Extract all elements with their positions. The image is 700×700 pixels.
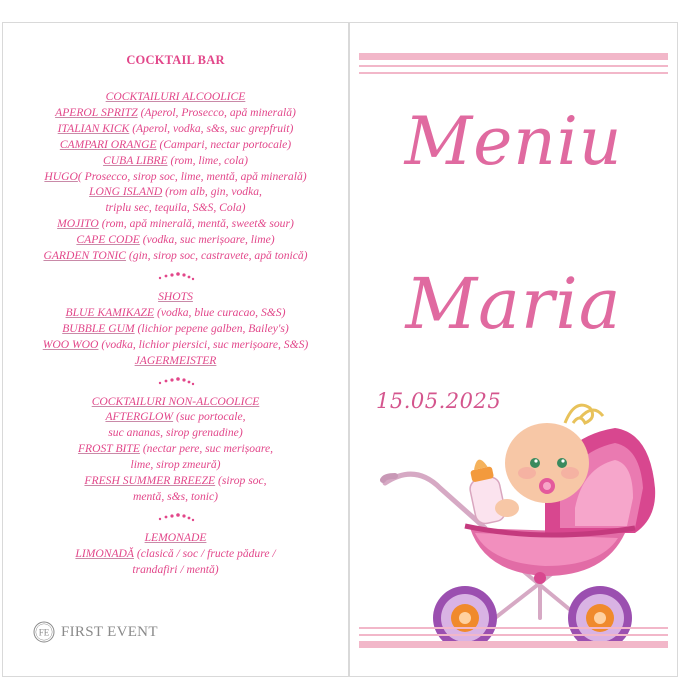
- bottom-stripes: [359, 627, 668, 652]
- brand-name: FIRST EVENT: [61, 623, 158, 640]
- menu-item-description: suc ananas, sirop grenadine): [108, 426, 243, 440]
- dot-ornament-icon: [156, 375, 196, 387]
- menu-item: [3, 232, 348, 248]
- cover-panel: [349, 22, 678, 677]
- menu-item-name: LONG ISLAND: [89, 185, 163, 199]
- menu-item-description: (sirop soc,: [215, 474, 267, 488]
- menu-item-description: trandafiri / mentă): [132, 562, 219, 576]
- menu-item: [3, 137, 348, 153]
- menu-item: [3, 153, 348, 169]
- dotted-separator: [3, 372, 348, 390]
- menu-item: [3, 305, 348, 321]
- menu-item-name: AFTERGLOW: [105, 410, 174, 424]
- section-heading: COCKTAILURI NON-ALCOOLICE: [91, 394, 260, 408]
- menu-item: [3, 562, 348, 578]
- dotted-separator: [3, 508, 348, 526]
- event-date: 15.05.2025: [376, 389, 502, 413]
- dotted-separator: [3, 267, 348, 285]
- menu-item-name: WOO WOO: [42, 337, 99, 351]
- menu-item-name: FROST BITE: [77, 442, 140, 456]
- menu-item: [3, 546, 348, 562]
- menu-item-name: BUBBLE GUM: [62, 321, 135, 335]
- top-stripes: [359, 53, 668, 78]
- child-name: Maria: [405, 263, 622, 345]
- menu-item: [3, 184, 348, 200]
- menu-item: [3, 105, 348, 121]
- cocktail-bar-title: COCKTAIL BAR: [126, 53, 225, 67]
- menu-item: [3, 441, 348, 457]
- stripe: [359, 53, 668, 60]
- brand-logo-block: [33, 621, 158, 643]
- menu-item-description: (vodka, blue curacao, S&S): [154, 305, 286, 319]
- stripe: [359, 641, 668, 648]
- menu-item-name: HUGO: [44, 169, 78, 183]
- first-event-logo-icon: [33, 621, 55, 643]
- menu-item-description: (lichior pepene galben, Bailey's): [134, 321, 289, 335]
- cocktail-menu-panel: [2, 22, 349, 677]
- menu-item-description: (nectar pere, suc merișoare,: [139, 442, 274, 456]
- menu-item-name: MOJITO: [57, 217, 99, 231]
- menu-item-description: (rom alb, gin, vodka,: [162, 185, 262, 199]
- menu-item: [3, 321, 348, 337]
- menu-item-description: (rom, lime, cola): [167, 153, 248, 167]
- stripe: [359, 65, 668, 67]
- menu-item-name: ITALIAN KICK: [57, 121, 130, 135]
- menu-item-name: CAPE CODE: [76, 233, 140, 247]
- section-heading: LEMONADE: [144, 530, 207, 544]
- menu-item: [3, 425, 348, 441]
- menu-section: [3, 89, 348, 264]
- menu-item: [3, 248, 348, 264]
- menu-item: [3, 489, 348, 505]
- menu-title: Meniu: [404, 103, 623, 180]
- menu-item-description: (vodka, suc merișoare, lime): [139, 233, 275, 247]
- menu-item: [3, 121, 348, 137]
- menu-item-name: GARDEN TONIC: [43, 249, 127, 263]
- stripe: [359, 634, 668, 636]
- menu-item: [3, 169, 348, 185]
- menu-item-description: (rom, apă minerală, mentă, sweet& sour): [98, 217, 294, 231]
- menu-item-description: (vodka, lichior piersici, suc merișoare, S&S): [98, 337, 309, 351]
- dot-ornament-icon: [156, 270, 196, 282]
- menu-item-description: (gin, sirop soc, castravete, apă tonică): [126, 249, 308, 263]
- menu-item-description: (clasică / soc / fructe pădure /: [134, 546, 276, 560]
- menu-section: [3, 289, 348, 369]
- menu-item-name: BLUE KAMIKAZE: [65, 305, 155, 319]
- menu-item: [3, 457, 348, 473]
- menu-item: [3, 200, 348, 216]
- menu-item-description: (suc portocale,: [173, 410, 246, 424]
- dot-ornament-icon: [156, 511, 196, 523]
- menu-item-description: (Aperol, vodka, s&s, suc grepfruit): [129, 121, 294, 135]
- menu-item: [3, 473, 348, 489]
- menu-item-description: (Aperol, Prosecco, apă minerală): [137, 105, 296, 119]
- menu-item-description: (Campari, nectar portocale): [156, 137, 292, 151]
- menu-item-description: triplu sec, tequila, S&S, Cola): [105, 201, 246, 215]
- stripe: [359, 627, 668, 629]
- menu-item-description: ( Prosecco, sirop soc, lime, mentă, apă minerală): [77, 169, 307, 183]
- brand-logo-text: FE: [38, 627, 50, 638]
- menu-item: [3, 216, 348, 232]
- menu-item-name: LIMONADĂ: [75, 546, 135, 560]
- menu-item-name: APEROL SPRITZ: [55, 105, 138, 119]
- menu-section: [3, 394, 348, 505]
- menu-item-name: JAGERMEISTER: [134, 353, 217, 367]
- stripe: [359, 72, 668, 74]
- menu-item: [3, 337, 348, 353]
- menu-item-description: lime, sirop zmeură): [130, 458, 221, 472]
- menu-item: [3, 353, 348, 369]
- menu-item: [3, 409, 348, 425]
- menu-item-description: mentă, s&s, tonic): [132, 489, 218, 503]
- menu-section: [3, 530, 348, 578]
- menu-sections: [3, 89, 348, 578]
- menu-item-name: FRESH SUMMER BREEZE: [84, 474, 216, 488]
- section-heading: COCKTAILURI ALCOOLICE: [105, 90, 246, 103]
- menu-item-name: CUBA LIBRE: [103, 153, 168, 167]
- section-heading: SHOTS: [158, 289, 193, 303]
- menu-item-name: CAMPARI ORANGE: [59, 137, 157, 151]
